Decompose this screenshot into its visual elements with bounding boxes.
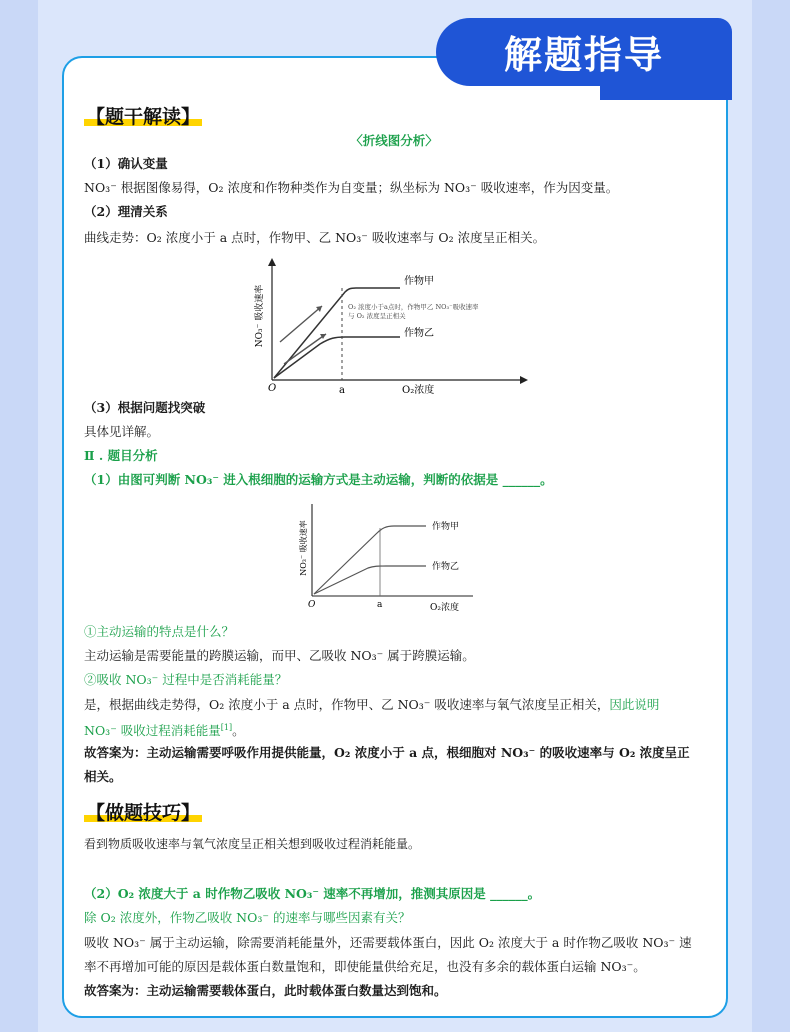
fig1-series-b: 作物乙 bbox=[404, 328, 434, 339]
fig1-ylabel: NO₃⁻ 吸收速率 bbox=[255, 284, 265, 348]
final-answer-1-line-1: 故答案为：主动运输需要呼吸作用提供能量，O₂ 浓度小于 a 点，根细胞对 NO₃⁻ 的吸收速率与 O₂ 浓度呈正 bbox=[84, 745, 690, 760]
fig2-curve-a bbox=[314, 526, 426, 594]
fig1-xlabel: O₂浓度 bbox=[402, 385, 435, 396]
left-margin bbox=[0, 0, 38, 1032]
step-2-title: （2）理清关系 bbox=[84, 204, 168, 219]
fig1-arrow-1 bbox=[280, 306, 322, 342]
answer-3-line-1: 吸收 NO₃⁻ 属于主动运输，除需要消耗能量外，还需要载体蛋白，因此 O₂ 浓度大于 a 时作物乙吸收 NO₃⁻ 速 bbox=[84, 935, 692, 950]
answer-2-line-2: NO₃⁻ 吸收过程消耗能量[1]。 bbox=[84, 723, 245, 739]
sub-question-2: ②吸收 NO₃⁻ 过程中是否消耗能量？ bbox=[84, 672, 288, 687]
answer-2-line-1: 是，根据曲线走势得，O₂ 浓度小于 a 点时，作物甲、乙 NO₃⁻ 吸收速率与氧气浓度呈正相关，因此说明 bbox=[84, 697, 660, 712]
section-title-1: 【题干解读】 bbox=[86, 106, 201, 128]
fig2-origin: O bbox=[308, 600, 316, 610]
fig1-series-a: 作物甲 bbox=[404, 276, 434, 287]
step-3-text: 具体见详解。 bbox=[84, 424, 160, 439]
step-2-text: 曲线走势：O₂ 浓度小于 a 点时，作物甲、乙 NO₃⁻ 吸收速率与 O₂ 浓度呈正相关。 bbox=[84, 230, 546, 245]
final-answer-2: 故答案为：主动运输需要载体蛋白，此时载体蛋白数量达到饱和。 bbox=[84, 983, 447, 998]
figure-2 bbox=[298, 500, 488, 618]
fig2-ylabel: NO₃⁻ 吸收速率 bbox=[299, 520, 308, 576]
banner-title: 解题指导 bbox=[503, 33, 664, 77]
fig2-xlabel: O₂浓度 bbox=[430, 603, 459, 613]
final-answer-1-line-2: 相关。 bbox=[84, 769, 122, 784]
fig2-series-b: 作物乙 bbox=[432, 562, 460, 572]
sub-question-1: ①主动运输的特点是什么？ bbox=[84, 624, 235, 639]
fig1-arrow-2 bbox=[284, 334, 326, 364]
fig2-series-a: 作物甲 bbox=[432, 522, 460, 532]
tip-text: 看到物质吸收速率与氧气浓度呈正相关想到吸收过程消耗能量。 bbox=[84, 837, 421, 851]
step-1-text: NO₃⁻ 根据图像易得，O₂ 浓度和作物种类作为自变量；纵坐标为 NO₃⁻ 吸收速率，作为因变量。 bbox=[84, 180, 619, 195]
right-margin bbox=[752, 0, 790, 1032]
sub-question-3: 除 O₂ 浓度外，作物乙吸收 NO₃⁻ 的速率与哪些因素有关？ bbox=[84, 910, 411, 925]
fig1-note-2: 与 O₂ 浓度呈正相关 bbox=[348, 312, 406, 320]
fig2-xtick: a bbox=[377, 600, 383, 610]
question-1: （1）由图可判断 NO₃⁻ 进入根细胞的运输方式是主动运输，判断的依据是 ______。 bbox=[84, 472, 553, 487]
figure-1 bbox=[250, 256, 540, 396]
section-title-2: 【做题技巧】 bbox=[86, 802, 201, 824]
step-3-title: （3）根据问题找突破 bbox=[84, 400, 206, 415]
sub-heading: 〈折线图分析〉 bbox=[350, 133, 438, 148]
fig1-y-arrow bbox=[268, 258, 276, 266]
question-2: （2）O₂ 浓度大于 a 时作物乙吸收 NO₃⁻ 速率不再增加，推测其原因是 ______。 bbox=[84, 886, 541, 901]
fig1-note-1: O₂ 浓度小于a点时，作物甲乙 NO₃⁻吸收速率 bbox=[348, 303, 479, 311]
part-2-heading: Ⅱ . 题目分析 bbox=[84, 448, 158, 463]
answer-3-line-2: 率不再增加可能的原因是载体蛋白数量饱和，即使能量供给充足，也没有多余的载体蛋白运输 NO₃⁻。 bbox=[84, 959, 646, 974]
step-1-title: （1）确认变量 bbox=[84, 156, 168, 171]
answer-1: 主动运输是需要能量的跨膜运输，而甲、乙吸收 NO₃⁻ 属于跨膜运输。 bbox=[84, 648, 475, 663]
fig1-xtick: a bbox=[339, 385, 345, 396]
fig1-origin: O bbox=[268, 383, 277, 394]
fig1-x-arrow bbox=[520, 376, 528, 384]
fig2-curve-b bbox=[314, 566, 426, 594]
